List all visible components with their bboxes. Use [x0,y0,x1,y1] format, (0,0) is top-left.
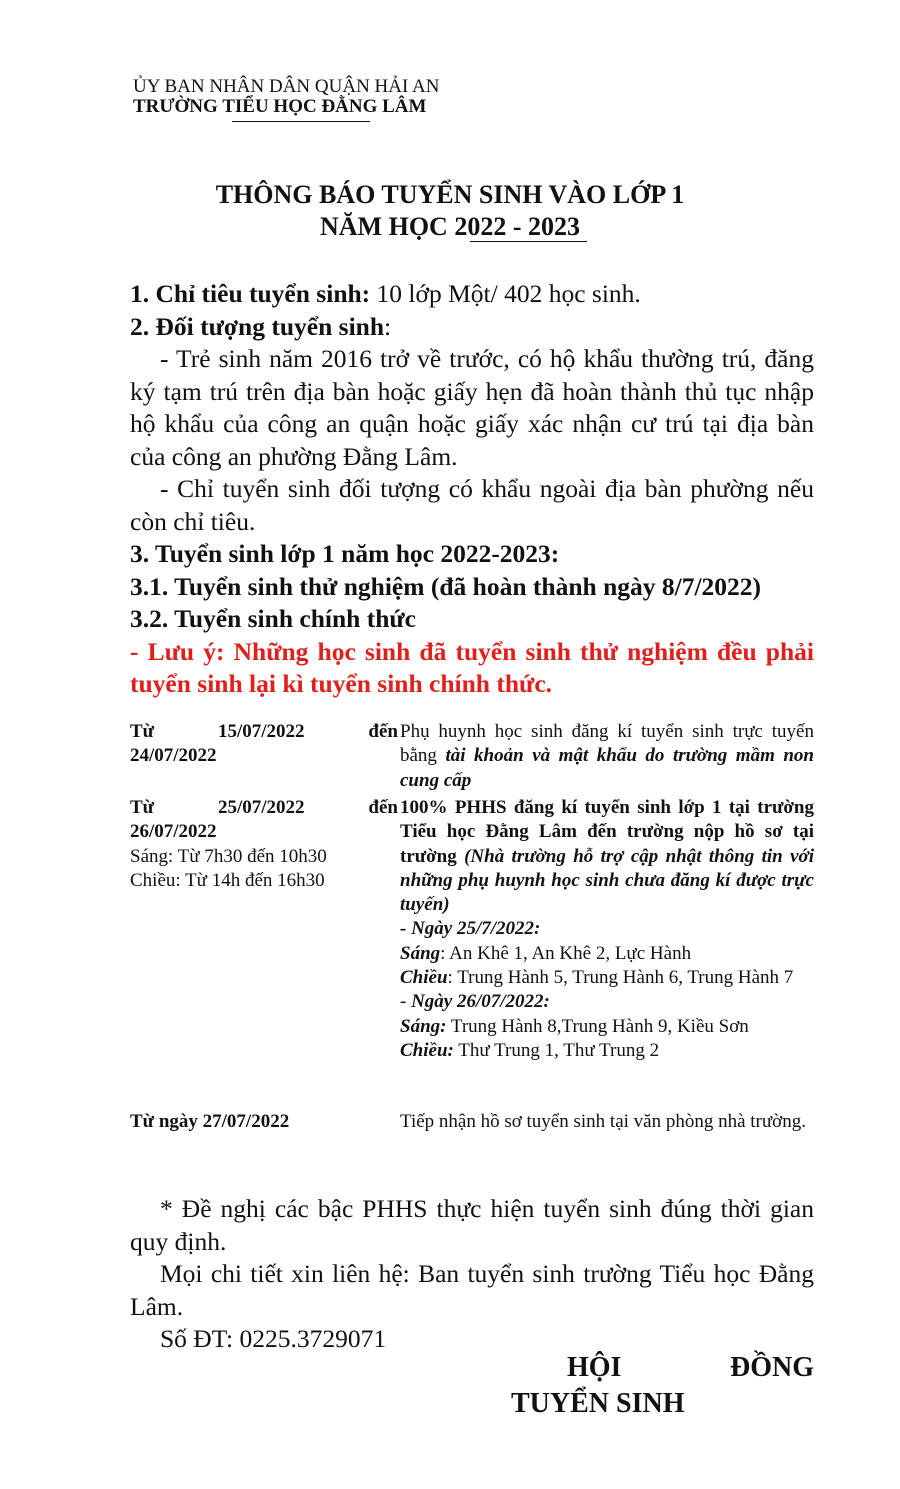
section-1-text: 10 lớp Một/ 402 học sinh. [370,279,641,308]
closing-request: * Đề nghị các bậc PHHS thực hiện tuyển sinh đúng thời gian quy định. [130,1194,814,1256]
day-2-morning: Sáng: Trung Hành 8,Trung Hành 9, Kiều Sơn [400,1015,749,1037]
title-underline [470,241,587,242]
row-2-desc-emphasis: (Nhà trường hỗ trợ cập nhật thông tin với những phụ huynh học sinh chưa đăng kí được trực tuyến) [400,845,814,916]
school-name: TRƯỜNG TIỂU HỌC ĐẰNG LÂM [133,96,427,117]
section-2-heading [130,311,814,344]
notice-title: THÔNG BÁO TUYỂN SINH VÀO LỚP 1 [215,180,685,209]
signature-line-2: TUYỂN SINH [511,1388,685,1419]
section-1-heading: 1. Chỉ tiêu tuyển sinh: [130,279,371,308]
end-date: 26/07/2022 [130,821,217,843]
schedule-row-1 [130,720,814,792]
end-date: 24/07/2022 [130,745,217,767]
section-1 [130,278,814,311]
day-1-label: - Ngày 25/7/2022: [400,918,541,940]
start-date: 25/07/2022 [217,797,305,818]
row-2-desc-bold: 100% PHHS đăng kí tuyển sinh lớp 1 tại trường Tiểu học Đằng Lâm đến trường nộp hồ sơ tại trường [400,797,814,867]
from-label: Từ [130,721,155,742]
to-label: đến [368,721,398,742]
important-note: - Lưu ý: Những học sinh đã tuyển sinh thử nghiệm đều phải tuyển sinh lại kì tuyển sinh chính thức. [130,636,814,698]
header-underline [232,121,370,122]
afternoon-hours: Chiều: Từ 14h đến 16h30 [130,869,325,891]
closing-section [130,1193,814,1356]
closing-contact: Mọi chi tiết xin liên hệ: Ban tuyển sinh trường Tiểu học Đằng Lâm. [130,1259,814,1321]
section-3-heading: 3. Tuyển sinh lớp 1 năm học 2022-2023: [130,539,560,568]
section-3-1: 3.1. Tuyển sinh thử nghiệm (đã hoàn thành ngày 8/7/2022) [130,571,762,601]
notice-body [130,278,814,701]
day-2-afternoon: Chiều: Thư Trung 1, Thư Trung 2 [400,1039,660,1061]
schedule-row-1-dates [130,720,398,769]
row-1-desc-text: Phụ huynh học sinh đăng kí tuyển sinh trực tuyến bằng [400,721,814,767]
section-3-2: 3.2. Tuyển sinh chính thức [130,604,417,633]
schedule-row-3-date: Từ ngày 27/07/2022 [130,1111,290,1132]
signature-line-1 [567,1352,814,1384]
schedule-row-3 [130,1110,814,1160]
schedule-row-1-description [400,720,814,793]
section-2-paragraph-1: - Trẻ sinh năm 2016 trở về trước, có hộ khẩu thường trú, đăng ký tạm trú trên địa bàn hoặc giấy hẹn đã hoàn thành thủ tục nhập hộ khẩu của công an quận hoặc giấy xác nhận cư trú tại địa bàn của công an phường Đằng Lâm. [130,344,814,471]
section-2-paragraph-2: - Chỉ tuyển sinh đối tượng có khẩu ngoài địa bàn phường nếu còn chỉ tiêu. [130,474,814,536]
row-1-desc-emphasis: tài khoản và mật khẩu do trường mầm non cung cấp [400,745,815,791]
schedule-row-2-dates [130,796,398,893]
schedule-row-2 [130,796,814,1088]
section-2-colon: : [384,311,392,341]
from-label: Từ [130,797,155,818]
section-2-heading-text: 2. Đối tượng tuyển sinh [130,311,385,341]
signature-word-2: ĐỒNG [730,1352,814,1383]
school-year-title: NĂM HỌC 2022 - 2023 [320,212,580,241]
closing-phone: Số ĐT: 0225.3729071 [160,1324,387,1353]
agency-name: ỦY BAN NHÂN DÂN QUẬN HẢI AN [133,76,440,97]
schedule-row-2-description [400,796,814,1063]
morning-hours: Sáng: Từ 7h30 đến 10h30 [130,845,327,867]
to-label: đến [368,797,398,818]
start-date: 15/07/2022 [217,721,305,742]
schedule-row-3-description: Tiếp nhận hồ sơ tuyển sinh tại văn phòng nhà trường. [400,1111,806,1132]
day-1-afternoon: Chiều: Trung Hành 5, Trung Hành 6, Trung Hành 7 [400,967,794,989]
day-2-label: - Ngày 26/07/2022: [400,991,550,1013]
day-1-morning: Sáng: An Khê 1, An Khê 2, Lực Hành [400,942,692,964]
signature-word-1: HỘI [567,1352,622,1383]
